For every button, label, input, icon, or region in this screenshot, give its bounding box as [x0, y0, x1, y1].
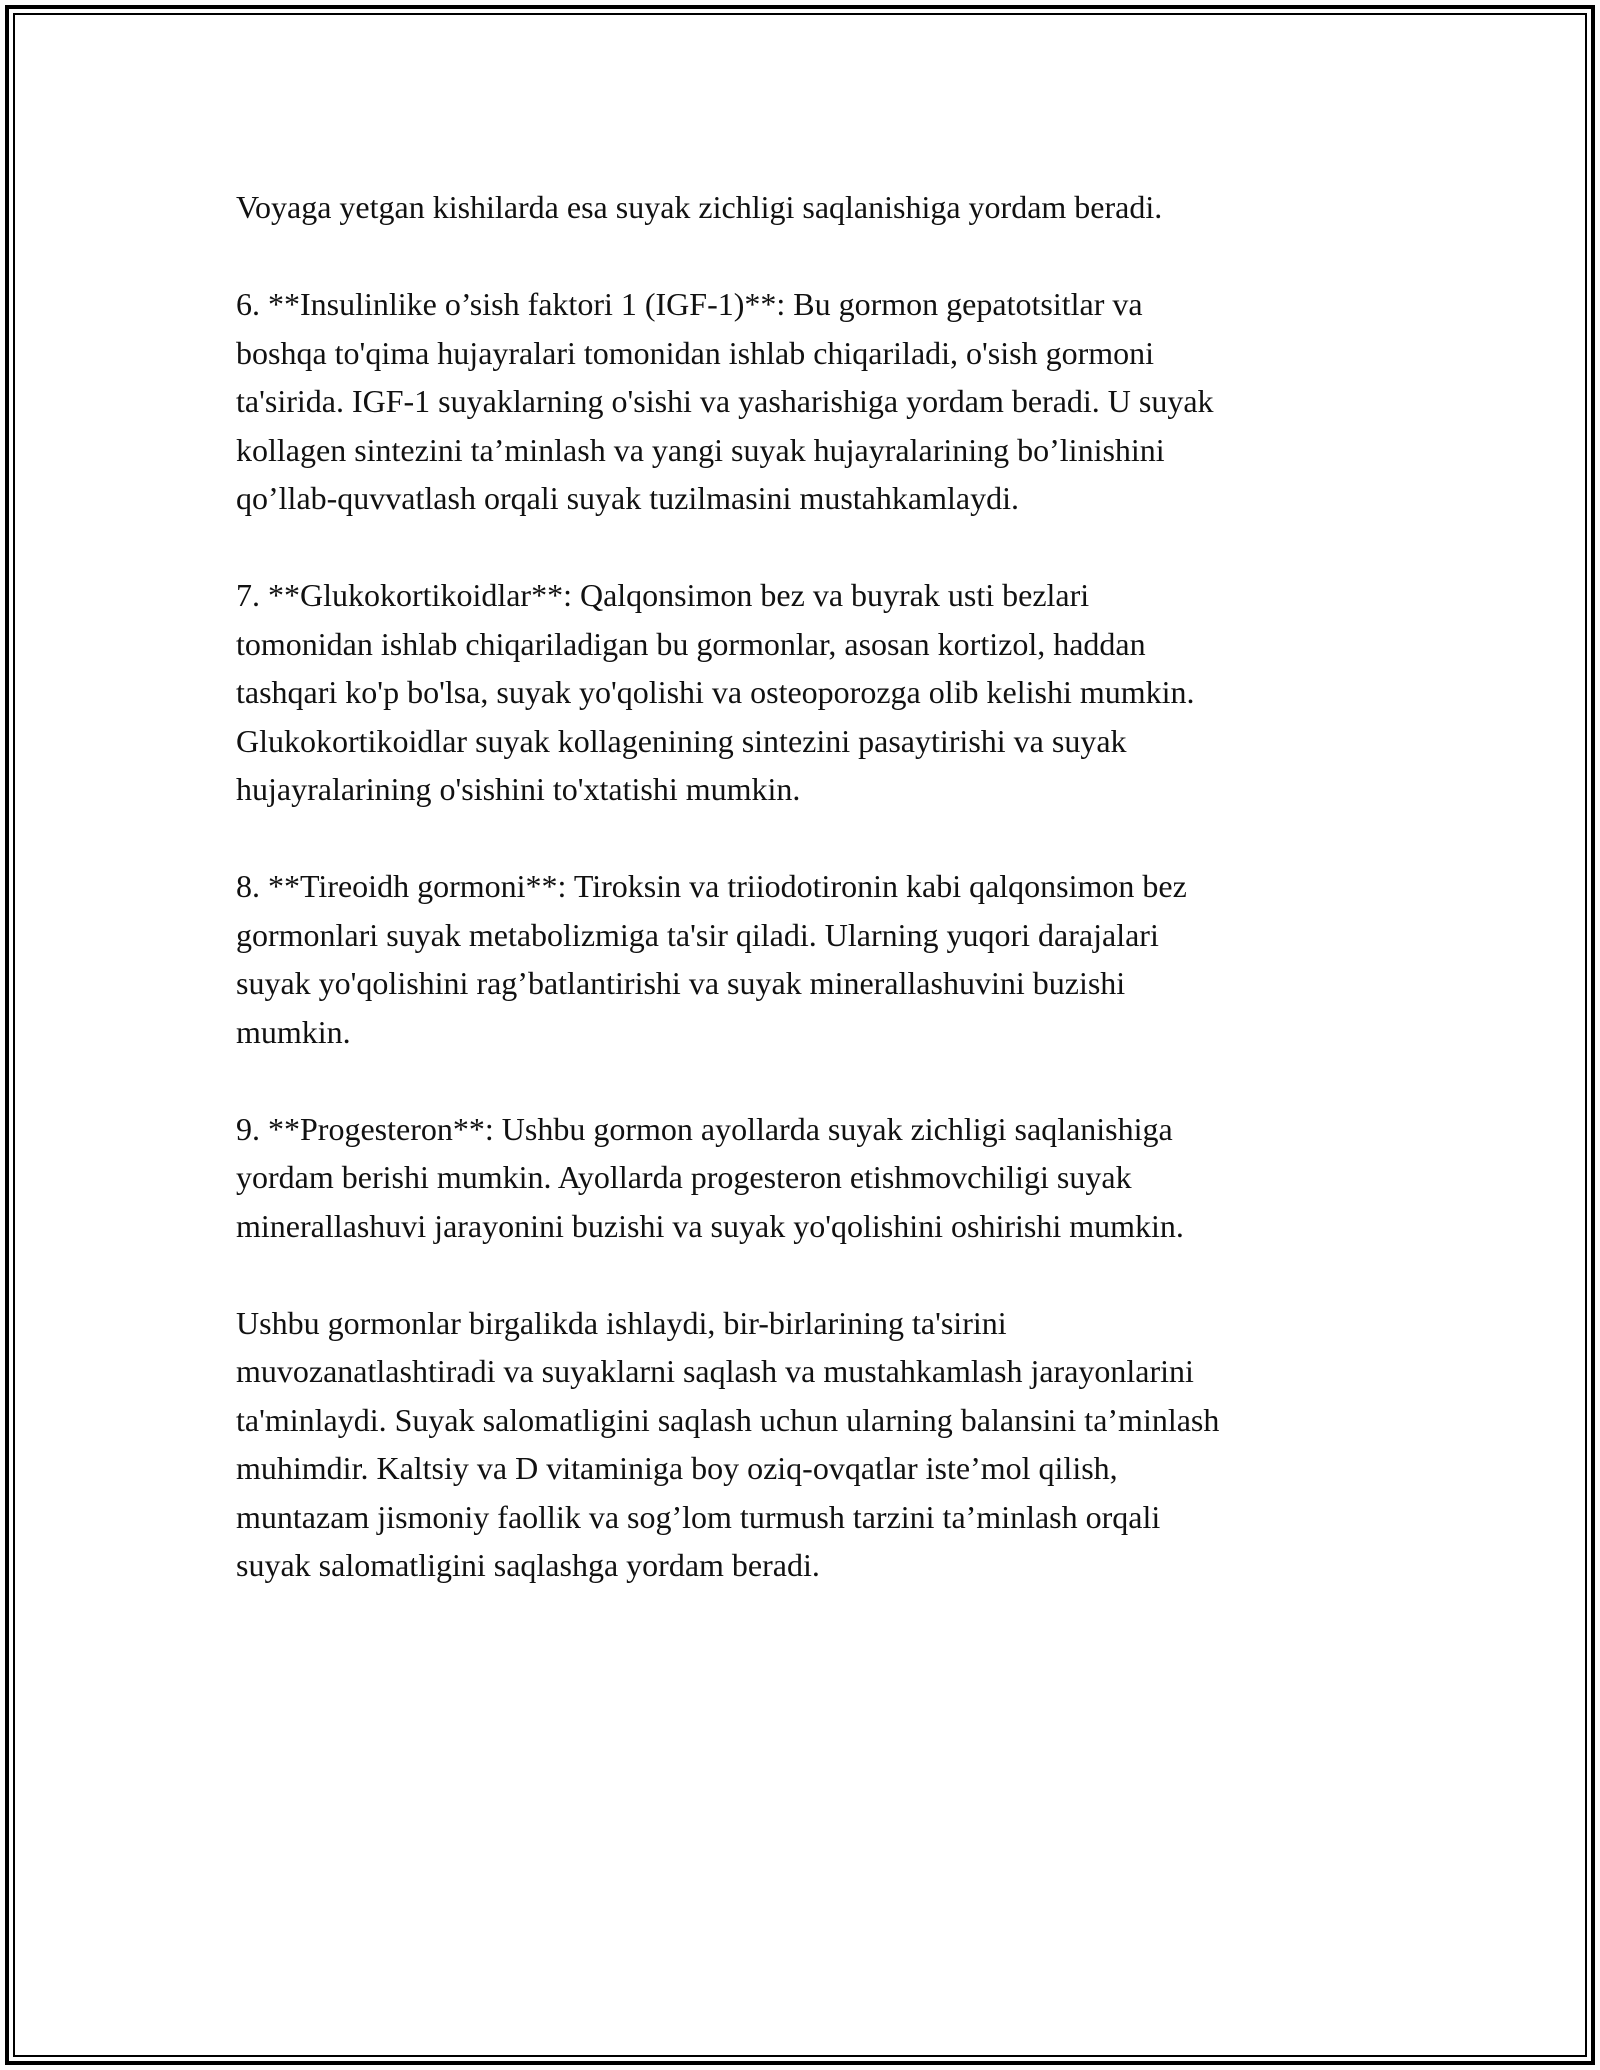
paragraph-intro: Voyaga yetgan kishilarda esa suyak zichligi saqlanishiga yordam beradi. — [236, 189, 1163, 225]
document-body — [236, 183, 1366, 1638]
paragraph-igf1: 6. **Insulinlike o’sish faktori 1 (IGF-1)**: Bu gormon gepatotsitlar va boshqa to'qima hujayralari tomonidan ishlab chiqariladi, o'sish gormoni ta'sirida. IGF-1 suyaklarning o'sishi va yasharishiga yordam beradi. U suyak kollagen sintezini ta’minlash va yangi suyak hujayralarining bo’linishini qo’llab-quvvatlash orqali suyak tuzilmasini mustahkamlaydi. — [236, 286, 1214, 516]
paragraph-conclusion: Ushbu gormonlar birgalikda ishlaydi, bir-birlarining ta'sirini muvozanatlashtiradi va suyaklarni saqlash va mustahkamlash jarayonlarini ta'minlaydi. Suyak salomatligini saqlash uchun ularning balansini ta’minlash muhimdir. Kaltsiy va D vitaminiga boy oziq-ovqatlar iste’mol qilish, muntazam jismoniy faollik va sog’lom turmush tarzini ta’minlash orqali suyak salomatligini saqlashga yordam beradi. — [236, 1304, 1220, 1583]
paragraph-thyroid-hormone: 8. **Tireoidh gormoni**: Tiroksin va triiodotironin kabi qalqonsimon bez gormonlari suyak metabolizmiga ta'sir qiladi. Ularning yuqori darajalari suyak yo'qolishini rag’batlantirishi va suyak minerallashuvini buzishi mumkin. — [236, 868, 1187, 1050]
paragraph-glucocorticoids: 7. **Glukokortikoidlar**: Qalqonsimon bez va buyrak usti bezlari tomonidan ishlab chiqariladigan bu gormonlar, asosan kortizol, haddan tashqari ko'p bo'lsa, suyak yo'qolishi va osteoporozga olib kelishi mumkin. Glukokortikoidlar suyak kollagenining sintezini pasaytirishi va suyak hujayralarining o'sishini to'xtatishi mumkin. — [236, 577, 1195, 807]
paragraph-progesterone: 9. **Progesteron**: Ushbu gormon ayollarda suyak zichligi saqlanishiga yordam berishi mumkin. Ayollarda progesteron etishmovchiligi suyak minerallashuvi jarayonini buzishi va suyak yo'qolishini oshirishi mumkin. — [236, 1110, 1184, 1244]
